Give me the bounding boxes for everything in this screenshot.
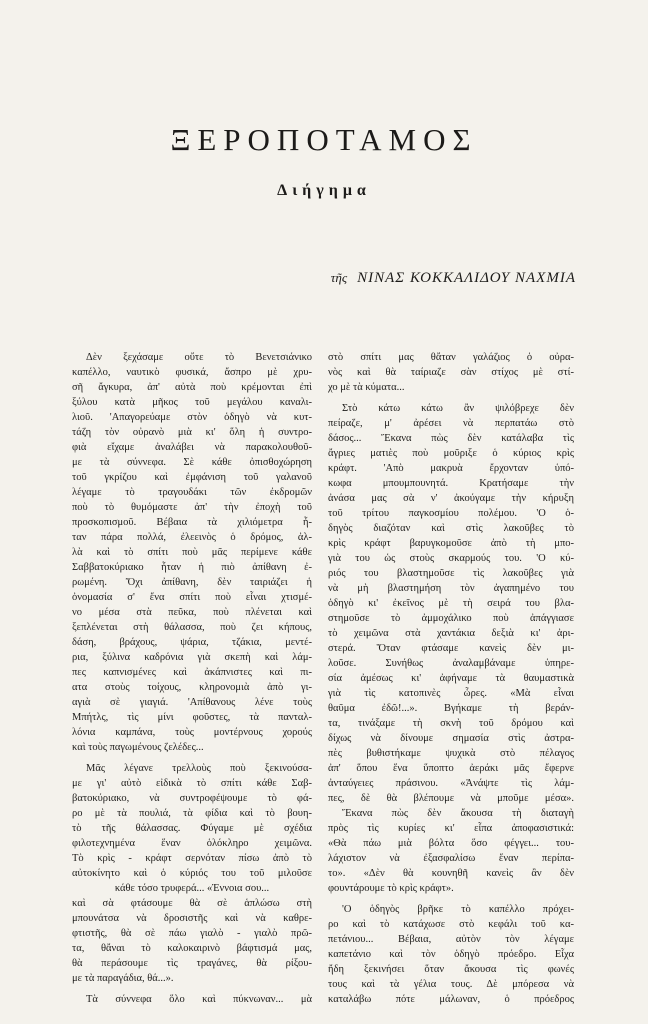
text-line: ὀνομασία σ' ἕνα σπίτι ποὺ εἶναι χτισμέ- (72, 592, 312, 603)
text-line: στὸ σπίτι μας θἄταν γαλάζιος ὁ οὐρα- (328, 352, 574, 363)
text-line: Τὰ σύννεφα ὅλο καὶ πύκνωναν... μὰ (86, 994, 312, 1005)
text-line: τὸ χειμῶνα στὰ χαντάκια δεξιὰ κι' ἀρι- (328, 628, 574, 639)
text-line: τοῦ τρίτου παγκοσμίου πολέμου. 'Ο ὁ- (328, 508, 574, 519)
story-subtitle: Διήγημα (277, 182, 371, 199)
author-name: ΝΙΝΑΣ ΚΟΚΚΑΛΙΔΟΥ ΝΑΧΜΙΑ (357, 270, 576, 286)
byline-prefix: τῆς (330, 270, 348, 285)
text-line: θαῦμα ἐδῶ!...». Βγήκαμε τὴ βεράν- (328, 703, 574, 714)
text-line: ποὺ τὸ θυμόμαστε ἀπ' τὴν ἐποχὴ τοῦ (72, 502, 312, 513)
text-line: ρο καὶ τὸ κατάχωσε στὸ κεφάλι τοῦ κα- (328, 919, 574, 930)
text-line: ἄγριες ματιὲς ποὺ μοῦριξε ὁ κύριος κρὶς (328, 448, 574, 459)
text-line: δάσος... Ἔκανα πὼς δὲν κατάλαβα τὶς (328, 433, 574, 444)
text-line: τα, τινάξαμε τὴ σκνὴ τοῦ δρόμου καὶ (328, 718, 574, 729)
text-line: ρια, ξύλινα καδρόνια γιὰ σκεπὴ καὶ λάμ- (72, 652, 312, 663)
text-line: φιλοτεχνημένα ἕναν ὁλόκληρο χειμῶνα. (72, 838, 312, 849)
text-line: κάθε τόσο τρυφερά... «Έννοια σου... (114, 883, 270, 894)
text-line: κωφα μπουμπουνητά. Κρατήσαμε τὴν (328, 478, 574, 489)
text-line: λέγαμε τὸ τραγουδάκι τῶν ἐκδρομῶν (72, 487, 312, 498)
text-line: ξύλου κατὰ μῆκος τοῦ μεγάλου καναλι- (72, 397, 312, 408)
text-line: προσκοπισμοῦ. Βέβαια τὰ χιλιόμετρα ἦ- (72, 517, 312, 528)
byline (0, 270, 576, 287)
text-line: Μᾶς λέγανε τρελλοὺς ποὺ ξεκινούσα- (86, 763, 312, 774)
text-line: νο μέσα στὰ πεῦκα, ποὺ πλένεται καὶ (72, 607, 312, 618)
text-line: Μπήτλς, τὶς μίνι φοῦστες, τὰ πανταλ- (72, 712, 312, 723)
text-line: Ἔκανα πὼς δὲν ἄκουσα τὴ διαταγὴ (342, 808, 574, 819)
text-line: καπέλλο, ναυτικὸ φυσικά, ἄσπρο μὲ χρυ- (72, 367, 312, 378)
text-line: καὶ σὰ φτάσουμε θὰ σὲ ἁπλώσω στὴ (72, 898, 312, 909)
text-line: φιὰ εἴχαμε ἀναλάβει νὰ παρακολουθοῦ- (72, 442, 312, 453)
text-line: κράφτ. 'Απὸ μακρυὰ ἔρχονταν ὑπό- (328, 463, 574, 474)
text-line: δηγὸς διαζόταν καὶ στὶς λακοῦβες τὸ (328, 523, 574, 534)
text-line: δίχως νὰ δίνουμε σημασία στὶς ἀστρα- (328, 733, 574, 744)
text-line: φουντάρουμε τὸ κρὶς κράφτ». (328, 883, 454, 894)
text-line: χο μὲ τὰ κύματα... (328, 382, 405, 393)
text-line: καπετάνιο καὶ τὸν ὁδηγὸ πρόεδρο. Εἶχα (328, 949, 574, 960)
text-line: βατοκύριακο, νὰ συντροφέψουμε τὸ φά- (72, 793, 312, 804)
text-line: νὸς καὶ θὰ ταίριαζε σὰν στίχος μὲ στί- (328, 367, 574, 378)
text-line: το». «Δὲν θὰ κουνηθῆ κανεὶς ἂν δὲν (328, 868, 574, 879)
text-line: ἀπ' ὅπου ἕνα ὕποπτο ἀεράκι μᾶς ἔφερνε (328, 763, 574, 774)
text-line: ὁδηγὸ κι' ἐκεῖνος μὲ τὴ σειρά του βλα- (328, 598, 574, 609)
text-line: τὸ τῆς θάλασσας. Φύγαμε μὲ σχέδια (72, 823, 312, 834)
text-line: τους καὶ τὰ γέλια τους. Δὲ μπόρεσα νὰ (328, 979, 574, 990)
text-line: Στὸ κάτω κάτω ἂν ψιλόβρεχε δὲν (342, 403, 574, 414)
text-line: αὐτοκίνητο καὶ ὁ κύριός του τοῦ μιλοῦσε (72, 868, 312, 879)
text-line: πὲς βυθιστήκαμε ψυχικὰ στὸ πέλαγος (328, 748, 574, 759)
text-line: αγιὰ σὲ γιαγιά. 'Απίθανους λένε τοὺς (72, 697, 312, 708)
text-line: καὶ τοὺς παγωμένους ζελέδες... (72, 742, 204, 753)
text-line: θὰ περάσουμε τὶς τραγάνες, θὰ ρίξου- (72, 958, 312, 969)
text-line: γιὰ τὶς κατοπινὲς ὧρες. «Μὰ εἶναι (328, 688, 574, 699)
text-line: πρὸς τὶς κυρίες κι' εἶπα ἀποφασιστικά: (328, 823, 574, 834)
text-line: Δὲν ξεχάσαμε οὔτε τὸ Βενετσιάνικο (86, 352, 312, 363)
left-text-column (72, 350, 312, 1007)
text-line: «Θὰ πάω μιὰ βόλτα ὅσο φέγγει... του- (328, 838, 574, 849)
text-line: κρὶς κράφτ βαρυγκομοῦσε ἀπὸ τὴ μπο- (328, 538, 574, 549)
text-line: τοῦ γκρίζου καὶ ἐμφάνιση τοῦ γαλανοῦ (72, 472, 312, 483)
text-line: Τὸ κρὶς - κράφτ σερνόταν πίσω ἀπὸ τὸ (72, 853, 312, 864)
text-line: φτιστῆς, θὰ σὲ πάω γιαλὸ - γιαλὸ πρῶ- (72, 928, 312, 939)
text-line: καταλάβω πότε μάλωναν, ὁ πρόεδρος (328, 994, 574, 1005)
text-line: νὰ μὴ βλαστημήση τὸν ἀγαπημένο του (328, 583, 574, 594)
text-line: στερά. Ὅταν φτάσαμε κανεὶς δὲν μι- (328, 643, 574, 654)
text-line: λόνια καμπάνα, τοὺς μοντέρνους χορούς (72, 727, 312, 738)
text-line: λὰ καὶ τὸ σπίτι ποὺ μᾶς περίμενε κάθε (72, 547, 312, 558)
text-line: 'Ο ὁδηγὸς βρῆκε τὸ καπέλλο πρόχει- (342, 904, 574, 915)
text-line: ξεπλένεται στὴ θάλασσα, ποὺ ζει κήπους, (72, 622, 312, 633)
text-line: με τὰ σύννεφα. Σὲ κάθε ὀπισθοχώρηση (72, 457, 312, 468)
text-line: ἤδη ξεκινήσει ὅταν ἄκουσα τὶς φωνές (328, 964, 574, 975)
text-line: λιοῦ. 'Απαγορεύαμε στὸν ὁδηγὸ νὰ κυτ- (72, 412, 312, 423)
text-line: με τὰ παραγάδια, θά...». (72, 973, 174, 984)
text-line: ρωμένη. Ὄχι ἀπίθανη, δὲν ταιριάζει ἡ (72, 577, 312, 588)
text-line: πείραζε, μ' ἀρέσει νὰ περπατάω στὸ (328, 418, 574, 429)
text-line: με γι' αὐτὸ εἰδικὰ τὸ σπίτι κάθε Σαβ- (72, 778, 312, 789)
text-line: λάχιστον νὰ ἐξασφαλίσω ἕναν περίπα- (328, 853, 574, 864)
text-line: Σαββατοκύριακο ἦταν ἡ πιὸ ἀπίθανη ἐ- (72, 562, 312, 573)
story-title: ΞΕΡΟΠΟΤΑΜΟΣ (170, 122, 478, 157)
text-line: σία ἀμέσως κι' ἀφήναμε τὰ θαυμαστικὰ (328, 673, 574, 684)
text-line: ρο μὲ τὰ πουλιά, τὰ φίδια καὶ τὸ βουη- (72, 808, 312, 819)
text-line: ταν πάρα πολλά, ἐλεεινὸς ὁ δρόμος, ἀλ- (72, 532, 312, 543)
text-line: τάζη τὸν οὐρανὸ μιὰ κι' ὅλη ἡ συντρο- (72, 427, 312, 438)
text-line: πες, δὲ θὰ βλέπουμε νὰ μποῦμε μέσα». (328, 793, 574, 804)
text-line: ατα στοὺς τοίχους, κληρονομιὰ ἀπὸ γι- (72, 682, 312, 693)
text-line: ἀνταύγειες πράσινου. «Ἀνάψτε τὶς λάμ- (328, 778, 574, 789)
text-line: πετάνιου... Βέβαια, αὐτὸν τὸν λέγαμε (328, 934, 574, 945)
text-line: ἀνάσα μας σὰ ν' ἀκούγαμε τὴν κήρυξη (328, 493, 574, 504)
right-text-column (328, 350, 574, 1007)
text-line: πες καπνισμένες καὶ ἀκάπνιστες καὶ πι- (72, 667, 312, 678)
text-line: γιὰ του ὡς στοὺς σκαρμούς του. 'Ο κύ- (328, 553, 574, 564)
text-line: μπουνάτσα νὰ δροσιστῆς καὶ νὰ καθρε- (72, 913, 312, 924)
text-line: δάση, βράχους, ψάρια, τζάκια, μεντέ- (72, 637, 312, 648)
text-line: τα, θἄναι τὸ καλοκαιρινὸ βάφτισμά μας, (72, 943, 312, 954)
text-line: λοῦσε. Συνήθως ἀναλαμβάναμε ὑπηρε- (328, 658, 574, 669)
text-line: στημοῦσε τὸ ἀμμοχάλικο ποὺ ἀπάγγιασε (328, 613, 574, 624)
text-line: σῆ ἄγκυρα, ἀπ' αὐτὰ ποὺ κρέμονται ἐπὶ (72, 382, 312, 393)
text-line: ριός του βλαστημοῦσε τὶς λακοῦβες γιὰ (328, 568, 574, 579)
